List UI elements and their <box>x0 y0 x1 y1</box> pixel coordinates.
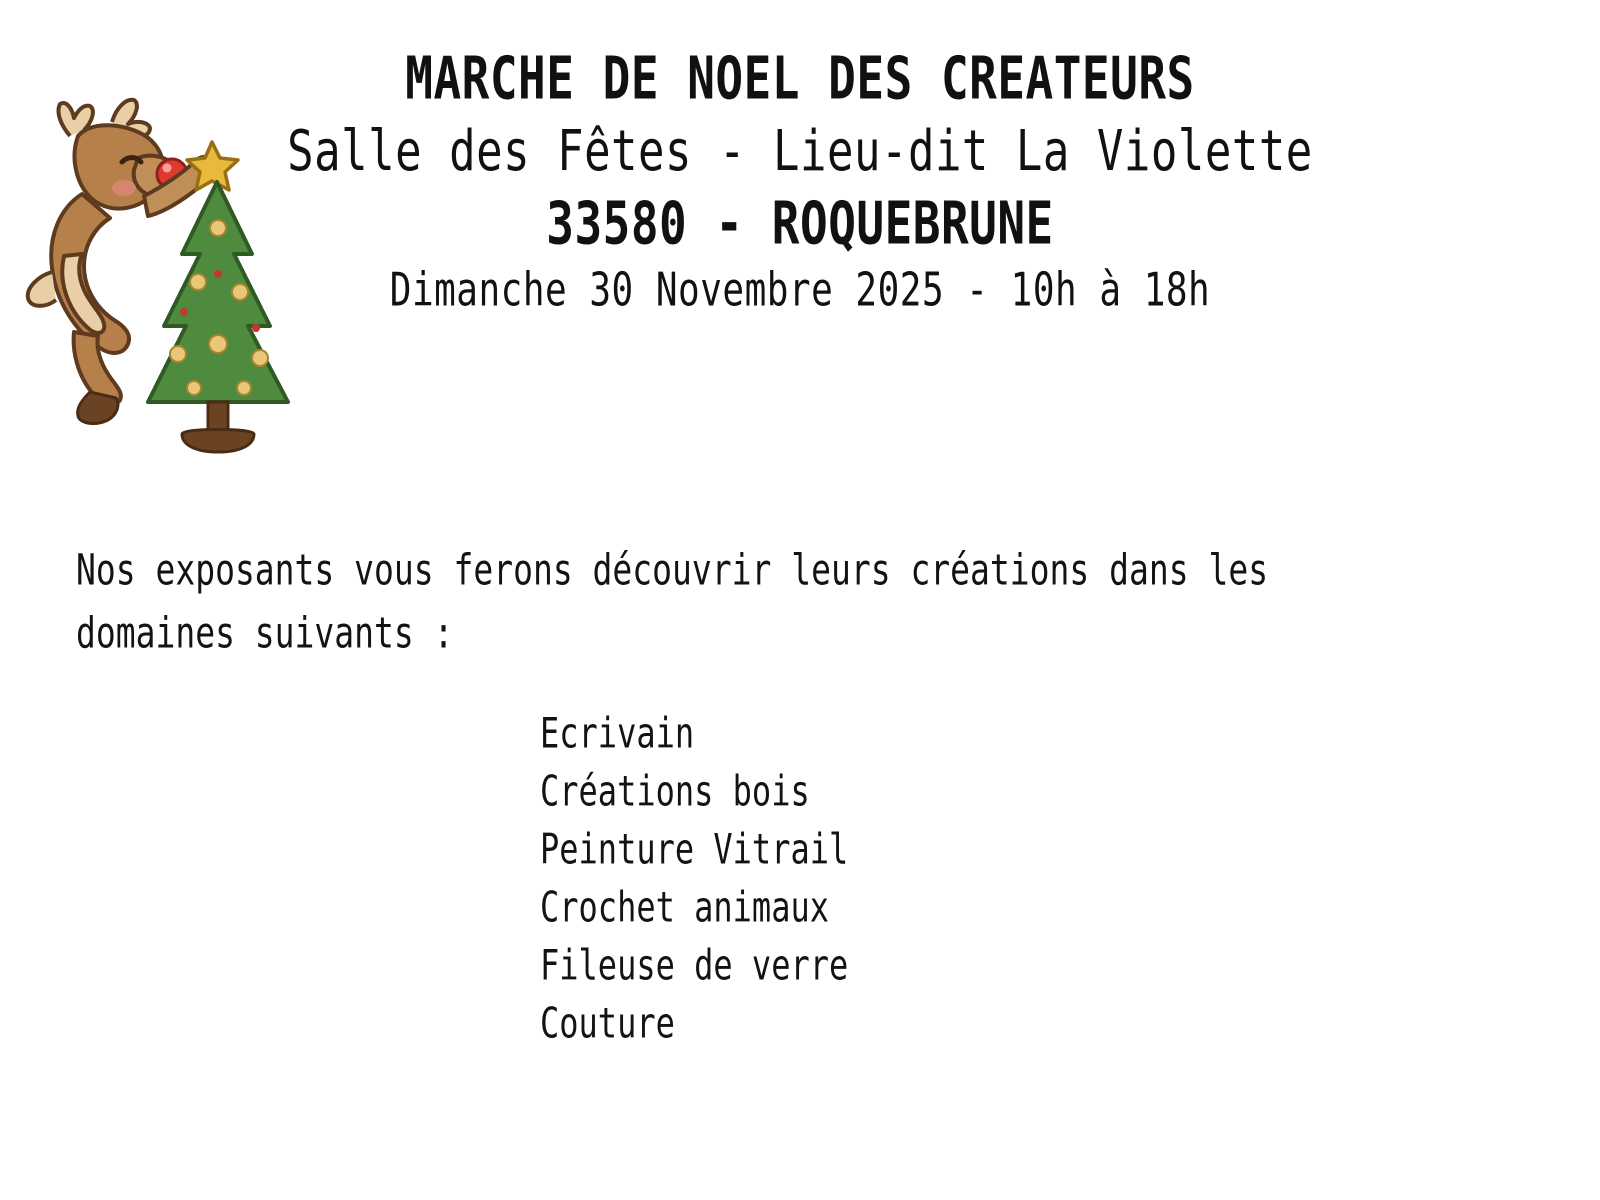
intro-line-1: Nos exposants vous ferons découvrir leurs créations dans les <box>76 544 1269 595</box>
list-item: Créations bois <box>540 766 810 817</box>
intro-line-2: domaines suivants : <box>76 607 454 658</box>
list-item: Fileuse de verre <box>540 940 849 991</box>
poster-header <box>0 43 1600 318</box>
list-item: Ecrivain <box>540 708 695 759</box>
list-item: Crochet animaux <box>540 882 829 933</box>
event-date-time: Dimanche 30 Novembre 2025 - 10h à 18h <box>389 265 1211 318</box>
event-city: 33580 - ROQUEBRUNE <box>546 188 1054 258</box>
list-item: Couture <box>540 998 675 1049</box>
event-title: MARCHE DE NOEL DES CREATEURS <box>405 43 1195 113</box>
event-venue: Salle des Fêtes - Lieu-dit La Violette <box>287 118 1313 184</box>
intro-paragraph <box>76 544 1396 674</box>
domains-list <box>540 708 849 1060</box>
list-item: Peinture Vitrail <box>540 824 849 875</box>
